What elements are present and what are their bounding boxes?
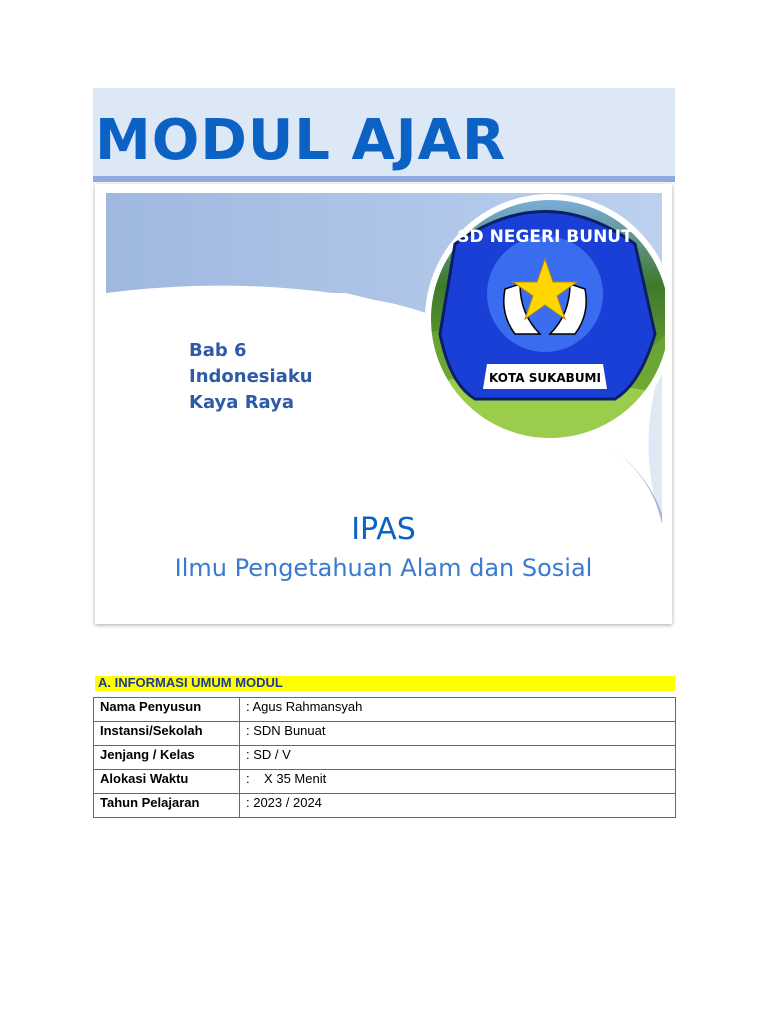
table-row xyxy=(94,722,676,746)
row-value: : SD / V xyxy=(240,746,676,770)
chapter-name-line1: Indonesiaku xyxy=(189,366,313,387)
row-label: Alokasi Waktu xyxy=(94,770,240,794)
row-label: Tahun Pelajaran xyxy=(94,794,240,818)
table-row xyxy=(94,770,676,794)
table-row xyxy=(94,746,676,770)
chapter-title xyxy=(189,338,313,416)
chapter-name-line2: Kaya Raya xyxy=(189,392,295,413)
title-rule xyxy=(93,176,675,182)
school-logo xyxy=(440,212,655,400)
cover-image xyxy=(95,184,672,624)
row-value: : Agus Rahmansyah xyxy=(240,698,676,722)
row-label: Instansi/Sekolah xyxy=(94,722,240,746)
row-value: : 2023 / 2024 xyxy=(240,794,676,818)
row-label: Jenjang / Kelas xyxy=(94,746,240,770)
section-title: A. INFORMASI UMUM MODUL xyxy=(98,675,283,690)
info-table xyxy=(93,697,676,818)
logo-top-text: SD NEGERI BUNUT xyxy=(457,227,633,247)
row-value: : X 35 Menit xyxy=(240,770,676,794)
chapter-number: Bab 6 xyxy=(189,340,247,361)
table-row xyxy=(94,794,676,818)
subject-full-name: Ilmu Pengetahuan Alam dan Sosial xyxy=(174,554,593,582)
logo-bottom-text: KOTA SUKABUMI xyxy=(489,371,601,385)
row-label: Nama Penyusun xyxy=(94,698,240,722)
subject-abbreviation: IPAS xyxy=(351,512,416,547)
page-title: MODUL AJAR xyxy=(95,108,507,173)
table-row xyxy=(94,698,676,722)
row-value: : SDN Bunuat xyxy=(240,722,676,746)
